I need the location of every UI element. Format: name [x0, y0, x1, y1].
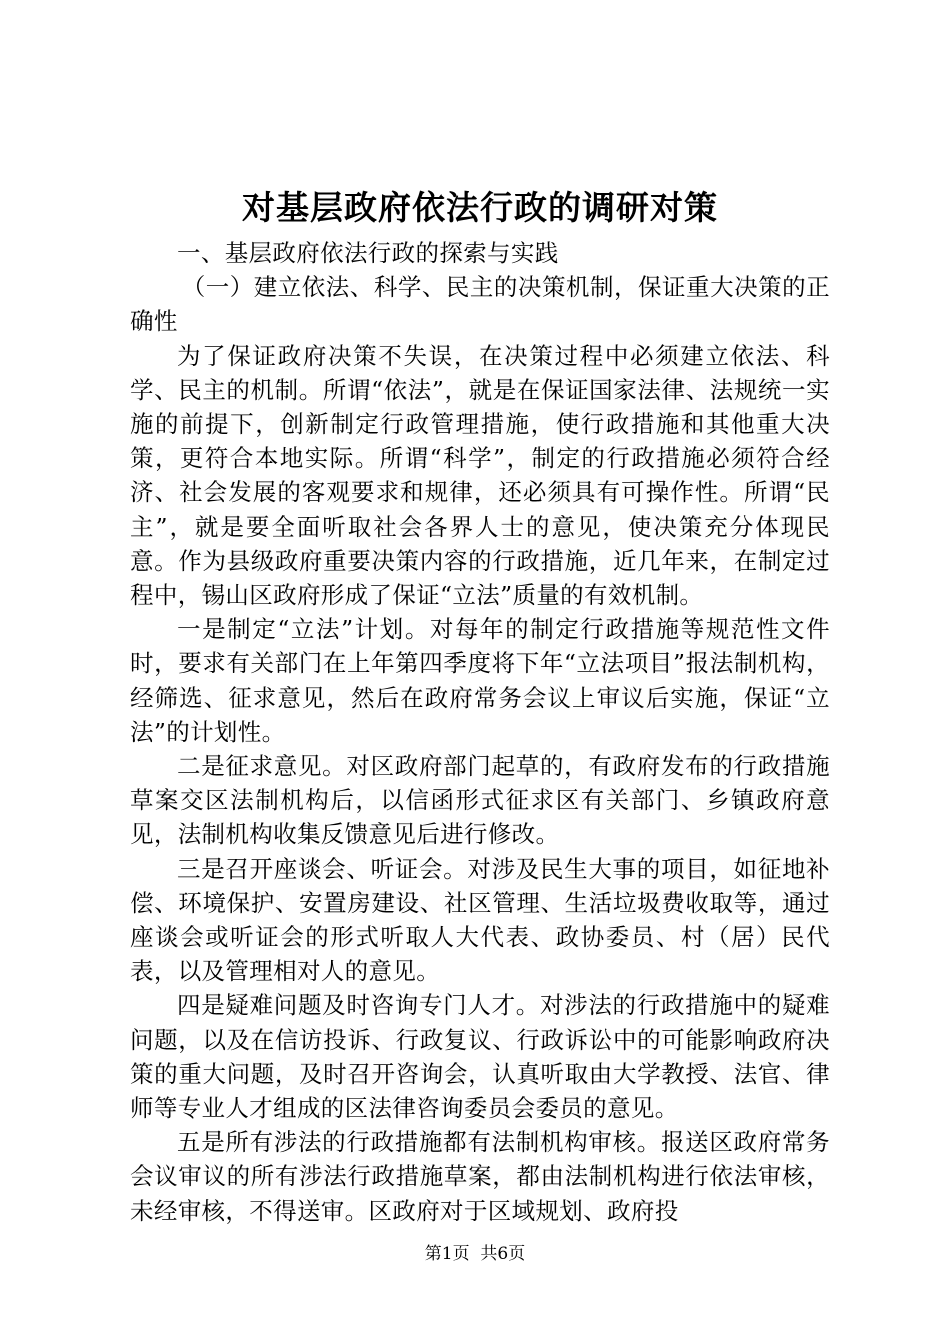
page-number-total: 共6页	[480, 1244, 526, 1264]
subsection-heading: （一）建立依法、科学、民主的决策机制，保证重大决策的正确性	[130, 273, 830, 336]
section-heading: 一、基层政府依法行政的探索与实践	[177, 239, 559, 267]
paragraph-item-4: 四是疑难问题及时咨询专门人才。对涉法的行政措施中的疑难问题，以及在信访投诉、行政复议、行政诉讼中的可能影响政府决策的重大问题，及时召开咨询会，认真听取由大学教授、法官、律师等专业人才组成的区法律咨询委员会委员的意见。	[130, 991, 830, 1123]
paragraph-intro: 为了保证政府决策不失误，在决策过程中必须建立依法、科学、民主的机制。所谓“依法”，就是在保证国家法律、法规统一实施的前提下，创新制定行政管理措施，使行政措施和其他重大决策，更符合本地实际。所谓“科学”，制定的行政措施必须符合经济、社会发展的客观要求和规律，还必须具有可操作性。所谓“民主”，就是要全面听取社会各界人士的意见，使决策充分体现民意。作为县级政府重要决策内容的行政措施，近几年来，在制定过程中，锡山区政府形成了保证“立法”质量的有效机制。	[130, 341, 830, 610]
document-body	[130, 236, 830, 1228]
page-footer	[0, 1243, 950, 1265]
page-number-current: 第1页	[424, 1244, 470, 1264]
paragraph-item-2: 二是征求意见。对区政府部门起草的，有政府发布的行政措施草案交区法制机构后，以信函形式征求区有关部门、乡镇政府意见，法制机构收集反馈意见后进行修改。	[130, 752, 830, 849]
paragraph-item-1: 一是制定“立法”计划。对每年的制定行政措施等规范性文件时，要求有关部门在上年第四季度将下年“立法项目”报法制机构，经筛选、征求意见，然后在政府常务会议上审议后实施，保证“立法”的计划性。	[130, 615, 830, 746]
document-title: 对基层政府依法行政的调研对策	[242, 188, 718, 227]
paragraph-item-3: 三是召开座谈会、听证会。对涉及民生大事的项目，如征地补偿、环境保护、安置房建设、社区管理、生活垃圾费收取等，通过座谈会或听证会的形式听取人大代表、政协委员、村（居）民代表，以及管理相对人的意见。	[130, 854, 830, 986]
paragraph-item-5: 五是所有涉法的行政措施都有法制机构审核。报送区政府常务会议审议的所有涉法行政措施草案，都由法制机构进行依法审核，未经审核，不得送审。区政府对于区域规划、政府投	[130, 1128, 830, 1225]
